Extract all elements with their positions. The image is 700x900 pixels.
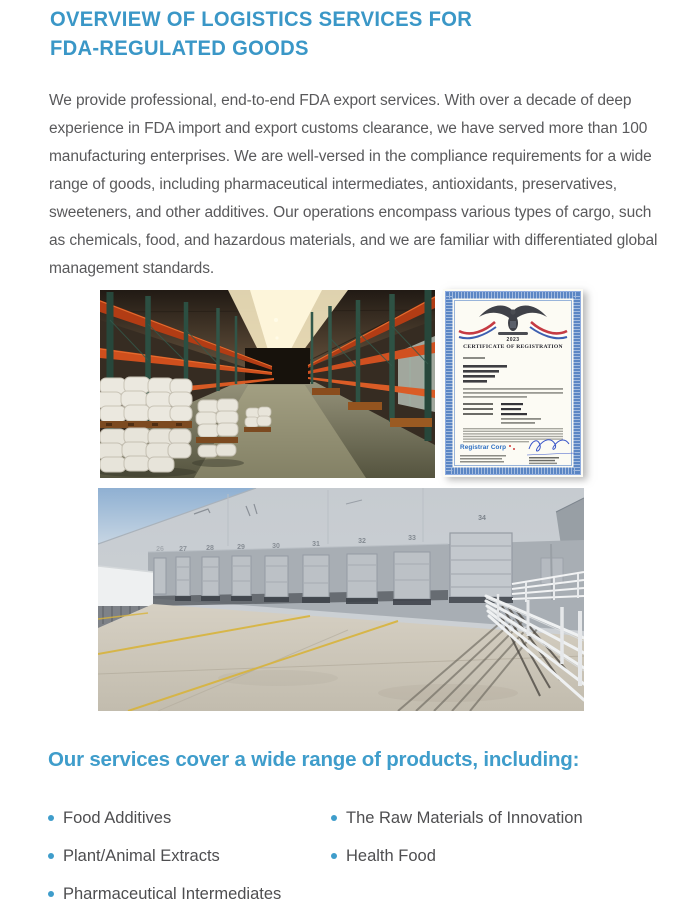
certificate-year: 2023 (506, 337, 520, 343)
dock-door-number: 29 (237, 544, 245, 551)
services-list-left (48, 808, 281, 900)
dock-door-number: 34 (478, 515, 486, 522)
list-item-label: Plant/Animal Extracts (63, 847, 220, 865)
dock-door-number: 32 (358, 538, 366, 545)
list-item-label: Food Additives (63, 809, 172, 827)
list-item (331, 808, 583, 829)
list-item (48, 846, 281, 867)
page-title-line1: OVERVIEW OF LOGISTICS SERVICES FOR (50, 7, 473, 31)
bullet-icon (48, 891, 54, 897)
certificate-issuer-logo: Registrar Corp (460, 444, 507, 451)
services-heading: Our services cover a wide range of products, including: (48, 748, 580, 771)
bullet-icon (331, 815, 337, 821)
warehouse-photo (100, 290, 435, 478)
list-item-label: The Raw Materials of Innovation (346, 809, 583, 827)
dock-door-number: 31 (312, 541, 320, 548)
list-item (48, 808, 281, 829)
dock-door-number: 27 (179, 546, 187, 553)
bullet-icon (48, 815, 54, 821)
services-list-right (331, 808, 583, 884)
list-item (331, 846, 583, 867)
bullet-icon (331, 853, 337, 859)
bullet-icon (48, 853, 54, 859)
page-title-line2: FDA-REGULATED GOODS (50, 36, 309, 60)
dock-door-number: 30 (272, 543, 280, 550)
dock-door-number: 33 (408, 535, 416, 542)
warehouse-illustration (100, 290, 435, 478)
dock-door-number: 28 (206, 545, 214, 552)
list-item (48, 884, 281, 900)
list-item-label: Pharmaceutical Intermediates (63, 885, 282, 900)
intro-paragraph: We provide professional, end-to-end FDA export services. With over a decade of deep experience in FDA import and export customs clearance, we have served more than 100 manufacturing enterprises. We are well-versed in the compliance requirements for a wide range of goods, including pharmaceutical intermediates, antioxidants, preservatives, sweeteners, and other additives. Our operations encompass various types of cargo, such as chemicals, food, and hazardous materials, and we are familiar with differentiated global management standards. (49, 92, 658, 277)
certificate-title: CERTIFICATE OF REGISTRATION (463, 344, 563, 350)
loading-dock-illustration (98, 488, 584, 711)
certificate-photo (443, 289, 583, 477)
list-item-label: Health Food (346, 847, 436, 865)
loading-dock-photo (98, 488, 584, 711)
dock-door-number: 26 (156, 546, 164, 553)
page-title (50, 5, 472, 63)
